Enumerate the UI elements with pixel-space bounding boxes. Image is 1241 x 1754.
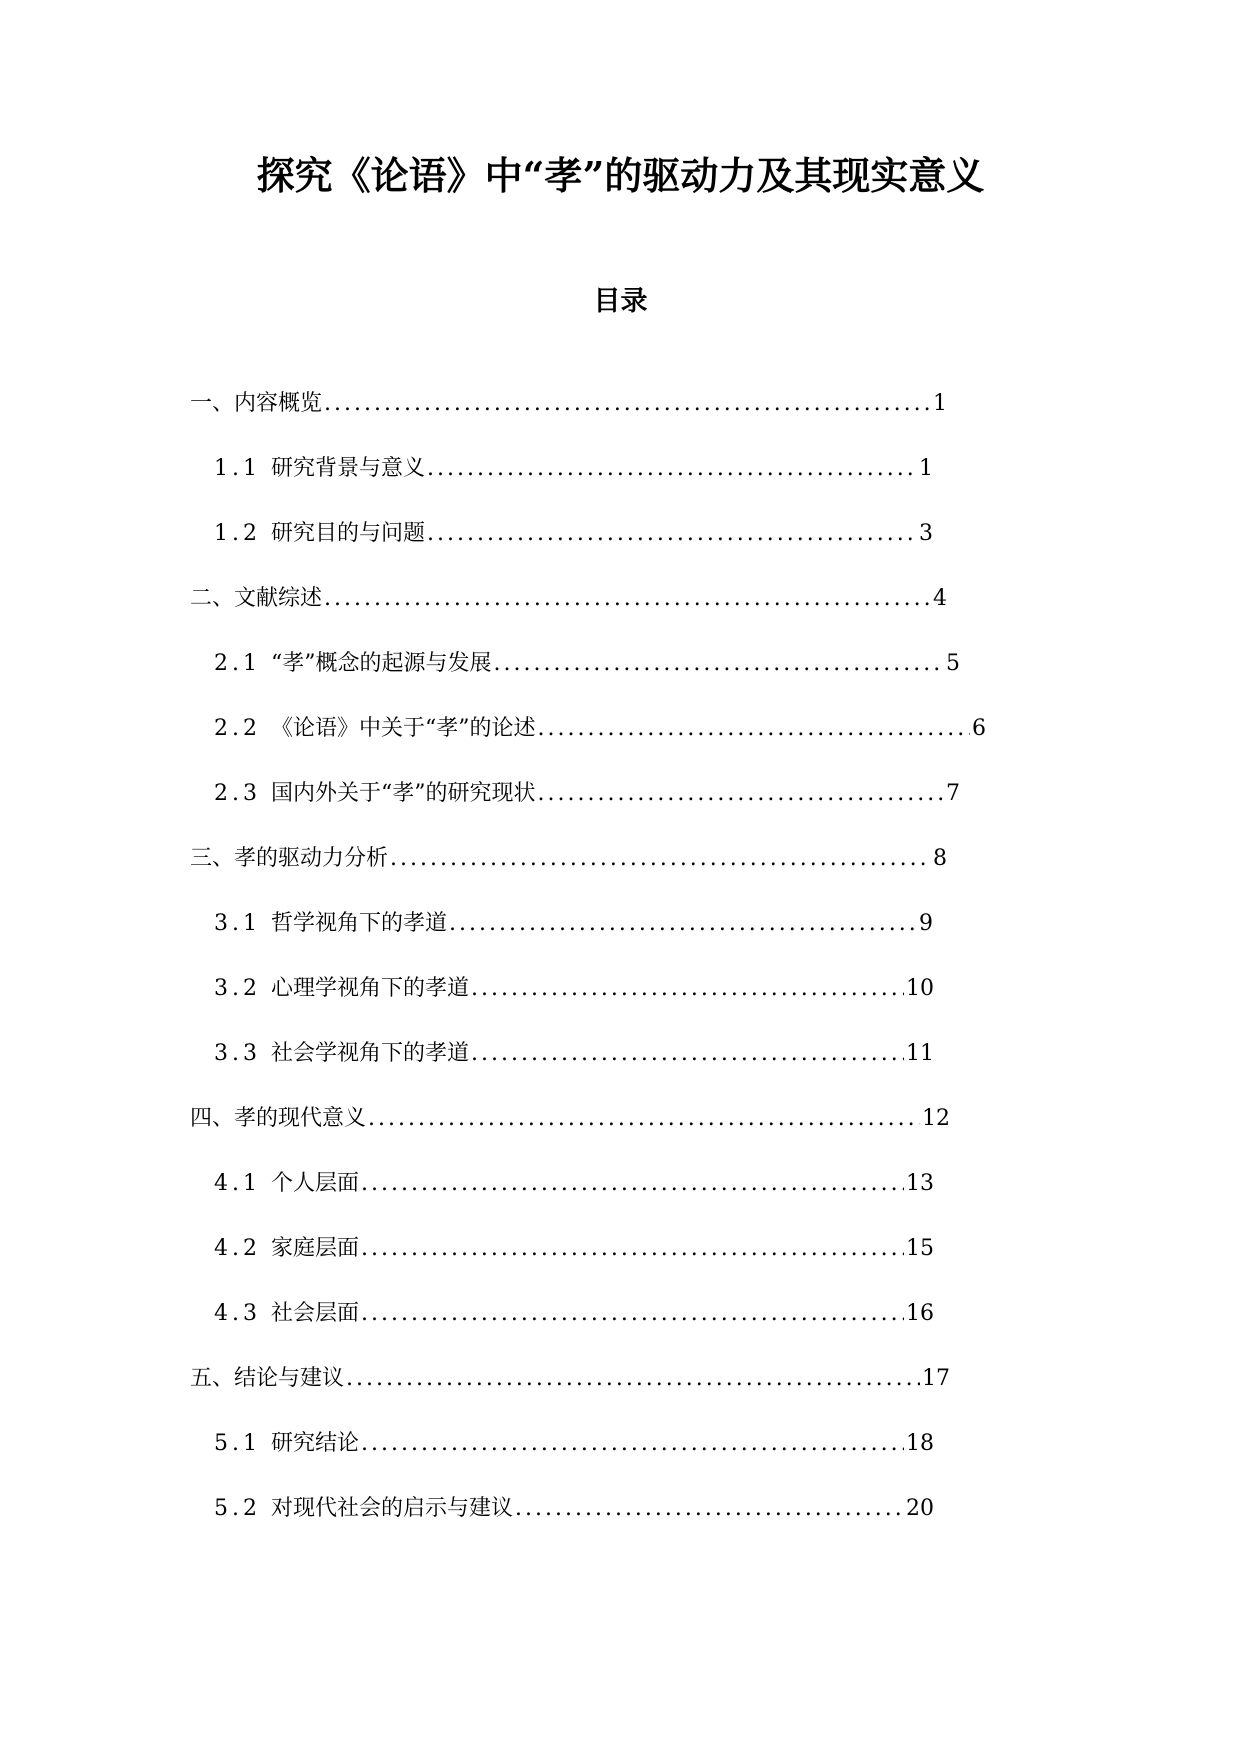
toc-dot-leader (359, 1166, 904, 1202)
toc-dot-leader (513, 1491, 904, 1527)
toc-entry[interactable] (214, 1036, 934, 1072)
toc-entry[interactable] (190, 1361, 950, 1397)
toc-entry[interactable] (214, 711, 986, 747)
toc-dot-leader (359, 1426, 904, 1462)
toc-entry-label: 研究背景与意义 (271, 456, 426, 481)
toc-dot-leader (492, 646, 945, 682)
toc-entry[interactable] (214, 1231, 934, 1267)
toc-section-number: 3.1 (214, 911, 261, 936)
toc-page-number: 4 (933, 586, 947, 611)
toc-page-number: 1 (919, 456, 933, 481)
toc-section-number: 3.3 (214, 1041, 261, 1066)
toc-entry[interactable] (214, 1491, 934, 1527)
toc-page-number: 3 (919, 521, 933, 546)
toc-section-number: 4.2 (214, 1236, 261, 1261)
toc-entry-label: 家庭层面 (271, 1236, 360, 1261)
toc-entry[interactable] (214, 646, 960, 682)
toc-entry-label: 五、结论与建议 (190, 1366, 345, 1391)
toc-dot-leader (359, 1296, 904, 1332)
toc-page-number: 13 (906, 1171, 934, 1196)
toc-dot-leader (388, 841, 931, 877)
toc-section-number: 2.1 (214, 651, 261, 676)
toc-page-number: 11 (906, 1041, 934, 1066)
toc-entry-label: 心理学视角下的孝道 (271, 976, 470, 1001)
toc-entry-label: 《论语》中关于“孝”的论述 (271, 716, 536, 741)
toc-page-number: 1 (933, 391, 947, 416)
toc-entry[interactable] (214, 1426, 934, 1462)
toc-page-number: 6 (972, 716, 986, 741)
toc-section-number: 2.2 (214, 716, 261, 741)
toc-page-number: 16 (906, 1301, 934, 1326)
toc-page-number: 8 (933, 846, 947, 871)
toc-entry[interactable] (214, 776, 960, 812)
toc-entry-label: 个人层面 (271, 1171, 360, 1196)
toc-heading: 目录 (593, 286, 648, 317)
toc-dot-leader (366, 1101, 920, 1137)
toc-entry-label: 哲学视角下的孝道 (271, 911, 448, 936)
toc-entry[interactable] (214, 971, 934, 1007)
toc-page-number: 10 (906, 976, 934, 1001)
toc-dot-leader (469, 971, 904, 1007)
toc-page-number: 7 (946, 781, 960, 806)
toc-entry[interactable] (190, 581, 947, 617)
toc-entry[interactable] (214, 516, 933, 552)
toc-section-number: 4.3 (214, 1301, 261, 1326)
toc-page-number: 5 (946, 651, 960, 676)
toc-entry-label: 研究目的与问题 (271, 521, 426, 546)
toc-section-number: 2.3 (214, 781, 261, 806)
toc-dot-leader (536, 776, 945, 812)
toc-section-number: 3.2 (214, 976, 261, 1001)
toc-page-number: 18 (906, 1431, 934, 1456)
toc-entry[interactable] (214, 906, 933, 942)
toc-entry-label: 对现代社会的启示与建议 (271, 1496, 514, 1521)
toc-entry[interactable] (190, 841, 947, 877)
toc-dot-leader (536, 711, 971, 747)
toc-entry-label: 国内外关于“孝”的研究现状 (271, 781, 536, 806)
toc-entry-label: “孝”概念的起源与发展 (271, 651, 492, 676)
toc-section-number: 1.1 (214, 456, 261, 481)
toc-section-number: 5.1 (214, 1431, 261, 1456)
document-title: 探究《论语》中“孝”的驱动力及其现实意义 (256, 153, 985, 198)
toc-section-number: 5.2 (214, 1496, 261, 1521)
toc-entry[interactable] (190, 1101, 950, 1137)
toc-entry-label: 研究结论 (271, 1431, 360, 1456)
toc-section-number: 1.2 (214, 521, 261, 546)
toc-entry[interactable] (214, 451, 933, 487)
toc-dot-leader (344, 1361, 920, 1397)
toc-section-number: 4.1 (214, 1171, 261, 1196)
toc-entry-label: 社会层面 (271, 1301, 360, 1326)
toc-dot-leader (322, 581, 931, 617)
toc-entry-label: 三、孝的驱动力分析 (190, 846, 389, 871)
toc-entry[interactable] (214, 1296, 934, 1332)
toc-entry-label: 二、文献综述 (190, 586, 323, 611)
toc-page-number: 9 (919, 911, 933, 936)
toc-page-number: 20 (906, 1496, 934, 1521)
toc-dot-leader (447, 906, 917, 942)
toc-dot-leader (425, 451, 917, 487)
toc-page-number: 15 (906, 1236, 934, 1261)
toc-entry-label: 四、孝的现代意义 (190, 1106, 367, 1131)
toc-dot-leader (425, 516, 917, 552)
toc-page-number: 17 (922, 1366, 950, 1391)
toc-entry[interactable] (214, 1166, 934, 1202)
toc-page-number: 12 (922, 1106, 950, 1131)
toc-entry[interactable] (190, 386, 947, 422)
toc-dot-leader (322, 386, 931, 422)
toc-entry-label: 社会学视角下的孝道 (271, 1041, 470, 1066)
toc-entry-label: 一、内容概览 (190, 391, 323, 416)
toc-dot-leader (469, 1036, 904, 1072)
toc-dot-leader (359, 1231, 904, 1267)
